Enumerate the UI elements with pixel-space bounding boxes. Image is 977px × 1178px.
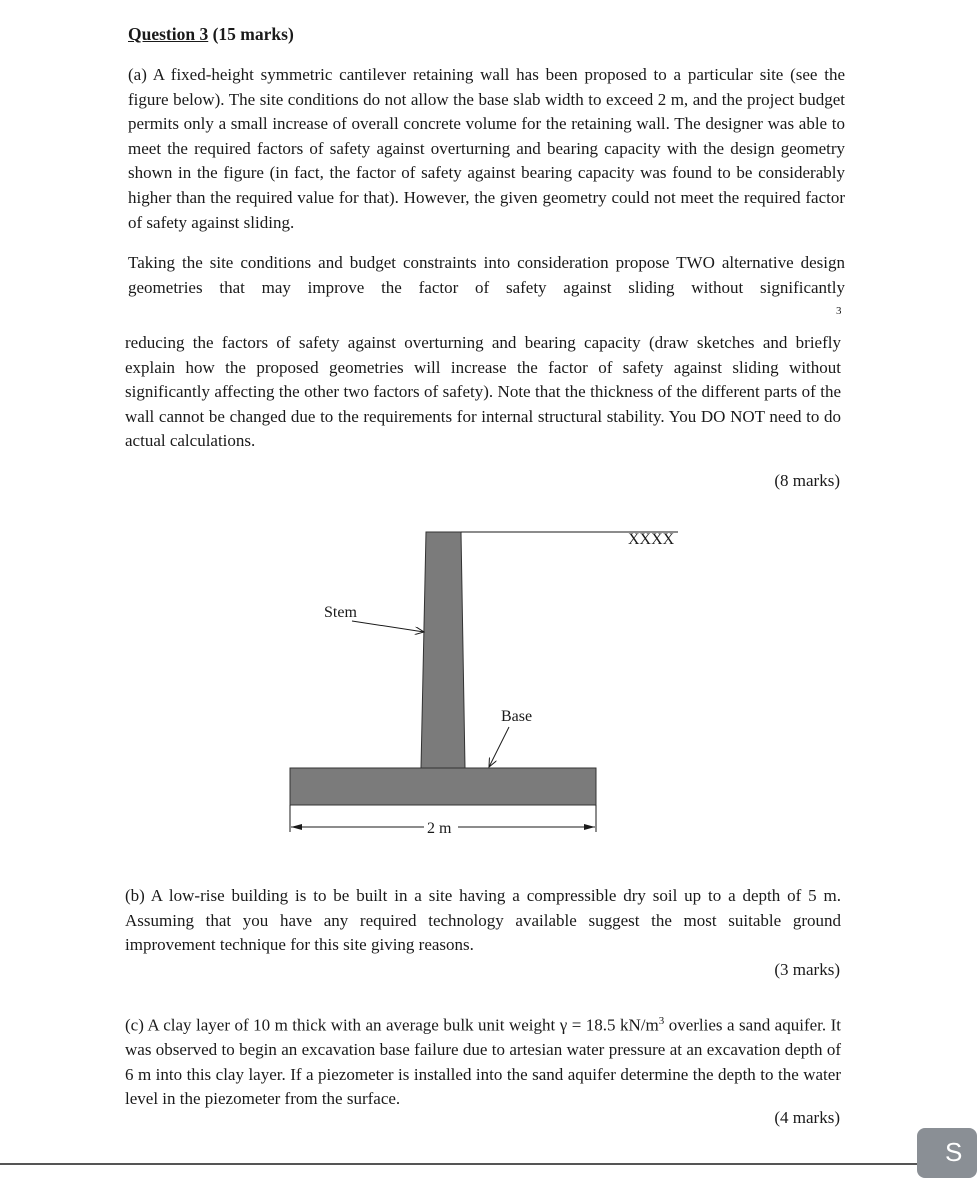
question-total-marks: (15 marks) xyxy=(212,24,294,44)
part-a-paragraph-3: reducing the factors of safety against overturning and bearing capacity (draw sketches and briefly explain how the proposed geometries will increase the factor of safety against sliding without significantly affecting the other two factors of safety). Note that the thickness of the different parts of the wall cannot be changed due to the requirements for internal structural stability. You DO NOT need to do actual calculations. xyxy=(125,333,841,451)
corner-button[interactable]: S xyxy=(917,1128,977,1178)
stem-leader-arrow xyxy=(352,621,424,632)
part-a-marks: (8 marks) xyxy=(774,471,840,490)
base-label: Base xyxy=(501,708,533,725)
question-number: Question 3 xyxy=(128,24,209,44)
part-c-text xyxy=(125,1009,841,1112)
part-b-text: (b) A low-rise building is to be built in a site having a compressible dry soil up to a depth of 5 m. Assuming that you have any required technology available suggest the most suitable ground improvement technique for this site giving reasons. xyxy=(125,886,841,955)
base-leader-arrow xyxy=(489,727,509,767)
page-bottom-rule xyxy=(0,1163,958,1165)
part-c-text-start: (c) A clay layer of 10 m thick with an average bulk unit weight xyxy=(125,1015,560,1035)
gamma-exponent: 3 xyxy=(658,1015,665,1027)
width-dimension-label: 2 m xyxy=(427,820,452,837)
part-b-marks: (3 marks) xyxy=(774,960,840,979)
wall-base-slab xyxy=(290,768,596,805)
wall-stem xyxy=(421,532,465,768)
part-c-marks: (4 marks) xyxy=(774,1108,840,1127)
gamma-expression: γ = 18.5 kN/m xyxy=(559,1015,659,1035)
part-a-paragraph-1: (a) A fixed-height symmetric cantilever retaining wall has been proposed to a particular site (see the figure below). The site conditions do not allow the base slab width to exceed 2 m, and the project budget permits only a small increase of overall concrete volume for the retaining wall. The designer was able to meet the required factors of safety against overturning and bearing capacity with the design geometry shown in the figure (in fact, the factor of safety against bearing capacity was found to be considerably higher than the required value for that). However, the given geometry could not meet the required factor of safety against sliding. xyxy=(128,65,845,232)
page-number: 3 xyxy=(836,305,842,317)
part-a-paragraph-2: Taking the site conditions and budget constraints into consideration propose TWO alternative design geometries that may improve the factor of safety against sliding without significantly xyxy=(128,253,845,297)
soil-hatch-label: XXXX xyxy=(628,531,675,548)
part-c-text-end: overlies a sand aquifer. It was observed to begin an excavation base failure due to artesian water pressure at an excavation depth of 6 m into this clay layer. If a piezometer is installed into the sand aquifer determine the depth to the water level in the piezometer from the surface. xyxy=(125,1015,841,1109)
stem-label: Stem xyxy=(324,604,357,621)
